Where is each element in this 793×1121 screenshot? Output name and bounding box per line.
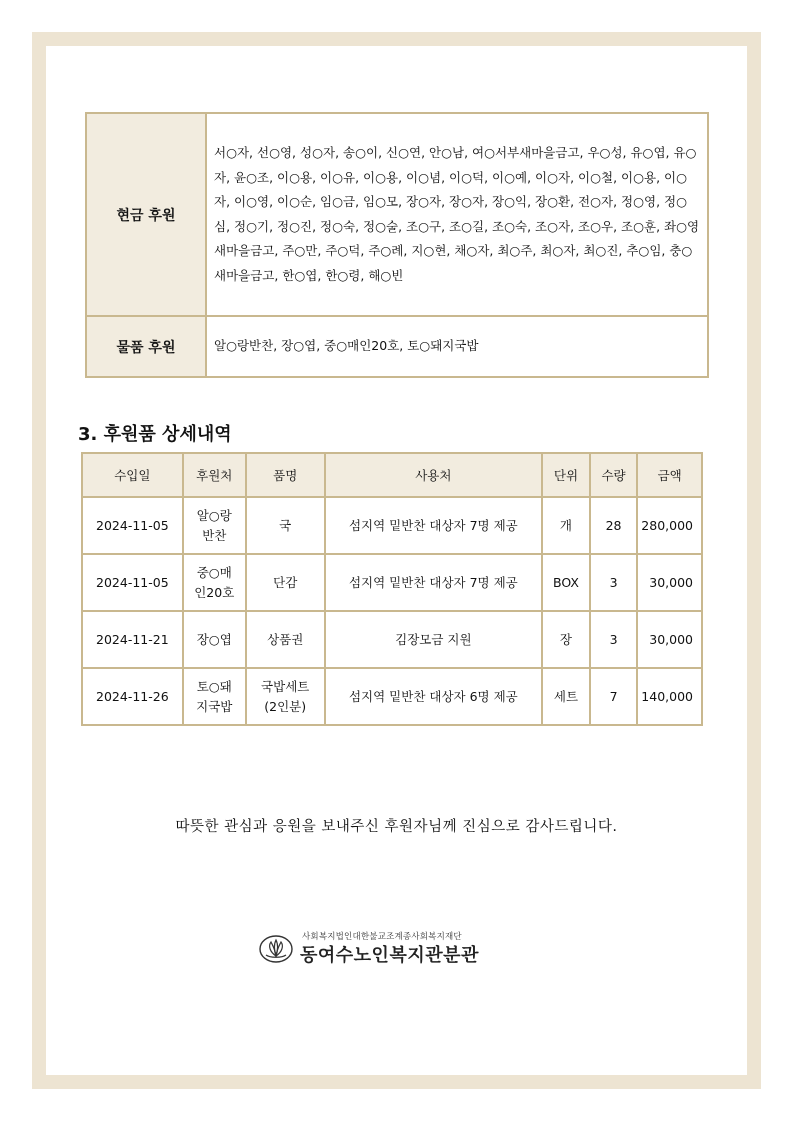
cell-item: 국 (246, 497, 325, 554)
cell-unit: 세트 (542, 668, 590, 725)
lotus-emblem-icon (258, 934, 294, 964)
cell-usage: 섬지역 밑반찬 대상자 7명 제공 (325, 554, 543, 611)
table-row (82, 611, 702, 668)
col-header-date: 수입일 (82, 453, 183, 497)
goods-donor-list: 알○랑반찬, 장○엽, 중○매인20호, 토○돼지국밥 (206, 316, 708, 377)
col-header-amount: 금액 (637, 453, 702, 497)
cell-unit: BOX (542, 554, 590, 611)
cell-amount: 30,000 (637, 554, 702, 611)
cell-qty: 28 (590, 497, 638, 554)
cell-date: 2024-11-05 (82, 497, 183, 554)
category-label: 현금 후원 (86, 113, 206, 316)
detail-table (81, 452, 703, 726)
cell-donor: 토○돼 지국밥 (183, 668, 246, 725)
cell-amount: 280,000 (637, 497, 702, 554)
cell-donor: 장○엽 (183, 611, 246, 668)
cell-unit: 장 (542, 611, 590, 668)
col-header-qty: 수량 (590, 453, 638, 497)
organization-logo (258, 928, 528, 968)
cell-item: 상품권 (246, 611, 325, 668)
cash-donor-list: 서○자, 선○영, 성○자, 송○이, 신○연, 안○남, 여○서부새마을금고, 우○성, 유○엽, 유○자, 윤○조, 이○용, 이○유, 이○용, 이○념, 이○덕, 이○예, 이○자, 이○철, 이○용, 이○자, 이○영, 이○순, 임○금, 임○모, 장○자, 장○자, 장○익, 장○환, 전○자, 정○영, 정○심, 정○기, 정○진, 정○숙, 정○술, 조○구, 조○길, 조○숙, 조○자, 조○우, 조○훈, 좌○영새마을금고, 주○만, 주○덕, 주○례, 지○현, 채○자, 최○주, 최○자, 최○진, 추○임, 충○새마을금고, 한○엽, 한○령, 해○빈 (206, 113, 708, 316)
table-row (82, 668, 702, 725)
col-header-usage: 사용처 (325, 453, 543, 497)
cell-qty: 7 (590, 668, 638, 725)
cell-item: 국밥세트 (2인분) (246, 668, 325, 725)
donor-table (85, 112, 709, 378)
cell-amount: 140,000 (637, 668, 702, 725)
cell-donor: 중○매 인20호 (183, 554, 246, 611)
cell-date: 2024-11-26 (82, 668, 183, 725)
category-label: 물품 후원 (86, 316, 206, 377)
cell-qty: 3 (590, 611, 638, 668)
cell-date: 2024-11-21 (82, 611, 183, 668)
logo-subtitle: 사회복지법인대한불교조계종사회복지재단 (302, 932, 462, 942)
cell-qty: 3 (590, 554, 638, 611)
cell-item: 단감 (246, 554, 325, 611)
section-title: 3. 후원품 상세내역 (78, 424, 232, 445)
cell-usage: 섬지역 밑반찬 대상자 7명 제공 (325, 497, 543, 554)
table-row (86, 316, 708, 377)
cell-donor: 알○랑 반찬 (183, 497, 246, 554)
col-header-unit: 단위 (542, 453, 590, 497)
cell-date: 2024-11-05 (82, 554, 183, 611)
thanks-message: 따뜻한 관심과 응원을 보내주신 후원자님께 진심으로 감사드립니다. (175, 819, 618, 835)
header-row (82, 453, 702, 497)
logo-name: 동여수노인복지관분관 (300, 945, 479, 966)
table-row (82, 497, 702, 554)
col-header-item: 품명 (246, 453, 325, 497)
table-row (86, 113, 708, 316)
table-row (82, 554, 702, 611)
col-header-donor: 후원처 (183, 453, 246, 497)
cell-usage: 섬지역 밑반찬 대상자 6명 제공 (325, 668, 543, 725)
cell-usage: 김장모금 지원 (325, 611, 543, 668)
cell-unit: 개 (542, 497, 590, 554)
cell-amount: 30,000 (637, 611, 702, 668)
